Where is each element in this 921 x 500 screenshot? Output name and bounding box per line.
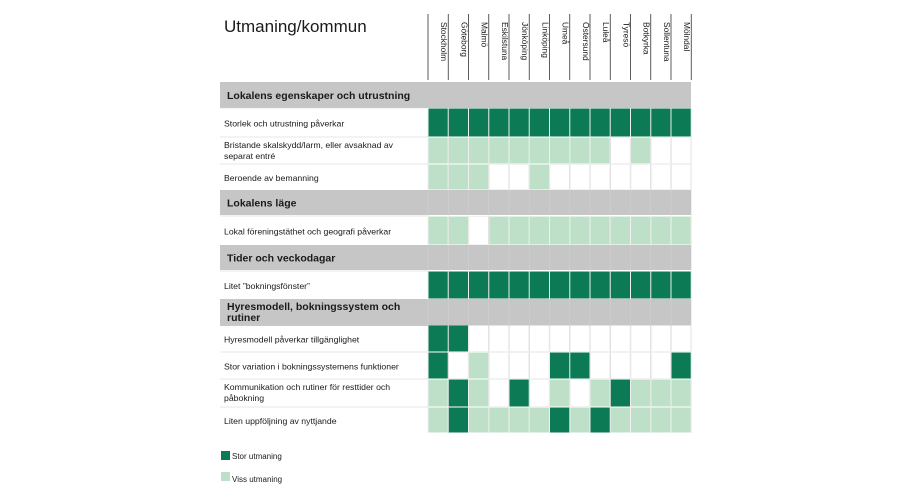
heatmap-cell <box>469 326 488 352</box>
column-header: Stockholm <box>439 22 450 62</box>
heatmap-cell <box>429 165 448 190</box>
heatmap-cell <box>489 138 508 164</box>
heatmap-cell <box>591 165 610 190</box>
heatmap-cell <box>611 217 630 245</box>
column-header: Eskilstuna <box>499 22 510 61</box>
heatmap-cell <box>489 165 508 190</box>
heatmap-cell <box>449 217 468 245</box>
column-header: Jönköping <box>520 22 531 61</box>
heatmap-cell <box>449 272 468 299</box>
heatmap-cell <box>530 353 549 379</box>
heatmap-cell <box>550 380 569 407</box>
heatmap-cell <box>591 217 610 245</box>
row-label: Hyresmodell påverkar tillgänglighet <box>224 334 360 345</box>
column-header: Östersund <box>580 22 591 61</box>
heatmap-cell <box>651 217 670 245</box>
heatmap-cell <box>530 380 549 407</box>
heatmap-cell <box>510 138 529 164</box>
heatmap-cell <box>469 353 488 379</box>
column-header: Linköping <box>540 22 551 58</box>
legend-label-stor: Stor utmaning <box>232 452 282 461</box>
heatmap-cell <box>672 380 691 407</box>
heatmap-cell <box>611 326 630 352</box>
row-label: Kommunikation och rutiner för resttider och påbokning <box>224 382 391 403</box>
heatmap-cell <box>672 408 691 433</box>
heatmap-cell <box>570 272 589 299</box>
heatmap-cell <box>530 326 549 352</box>
heatmap-cell <box>591 109 610 137</box>
heatmap-cell <box>591 380 610 407</box>
heatmap-cell <box>672 165 691 190</box>
heatmap-cell <box>570 326 589 352</box>
heatmap-cell <box>489 353 508 379</box>
heatmap-cell <box>429 353 448 379</box>
heatmap-cell <box>631 109 650 137</box>
heatmap-cell <box>570 380 589 407</box>
heatmap-cell <box>510 380 529 407</box>
heatmap-cell <box>611 353 630 379</box>
heatmap-cell <box>570 109 589 137</box>
heatmap-cell <box>510 353 529 379</box>
row-label: Storlek och utrustning påverkar <box>224 118 345 129</box>
heatmap-cell <box>631 353 650 379</box>
heatmap-cell <box>611 408 630 433</box>
heatmap-cell <box>651 165 670 190</box>
heatmap-cell <box>550 109 569 137</box>
chart-title: Utmaning/kommun <box>224 17 367 36</box>
heatmap-cell <box>651 138 670 164</box>
heatmap-cell <box>591 326 610 352</box>
heatmap-cell <box>550 165 569 190</box>
column-header: Mölndal <box>682 22 693 52</box>
heatmap-cell <box>510 217 529 245</box>
heatmap-cell <box>570 138 589 164</box>
heatmap-cell <box>530 272 549 299</box>
heatmap-cell <box>611 165 630 190</box>
heatmap-cell <box>489 109 508 137</box>
legend-swatch-stor <box>221 451 230 460</box>
heatmap-cell <box>591 272 610 299</box>
heatmap-cell <box>429 326 448 352</box>
heatmap-cell <box>489 272 508 299</box>
heatmap-cell <box>429 109 448 137</box>
heatmap-cell <box>469 109 488 137</box>
heatmap-cell <box>469 165 488 190</box>
heatmap-cell <box>449 138 468 164</box>
heatmap-cell <box>550 408 569 433</box>
heatmap-cell <box>611 272 630 299</box>
column-header: Umeå <box>560 22 571 45</box>
heatmap-cell <box>570 165 589 190</box>
heatmap-cell <box>429 217 448 245</box>
heatmap-cell <box>449 326 468 352</box>
column-header: Sollentuna <box>661 22 672 62</box>
heatmap-cell <box>591 138 610 164</box>
heatmap-cell <box>651 408 670 433</box>
section-title: Lokalens läge <box>227 197 297 210</box>
heatmap-cell <box>672 353 691 379</box>
heatmap-cell <box>510 165 529 190</box>
heatmap-cell <box>510 408 529 433</box>
heatmap-cell <box>510 272 529 299</box>
heatmap-cell <box>570 217 589 245</box>
heatmap-cell <box>530 138 549 164</box>
column-header: Botkyrka <box>641 22 652 55</box>
heatmap-cell <box>651 353 670 379</box>
heatmap-cell <box>611 109 630 137</box>
section-title: Hyresmodell, bokningssystem och rutiner <box>227 301 401 324</box>
heatmap-cell <box>429 272 448 299</box>
heatmap-cell <box>651 326 670 352</box>
heatmap-cell <box>631 380 650 407</box>
column-header: Luleå <box>601 22 612 43</box>
heatmap-cell <box>672 138 691 164</box>
heatmap-cell <box>429 380 448 407</box>
heatmap-cell <box>530 109 549 137</box>
heatmap-cell <box>611 380 630 407</box>
heatmap-cell <box>550 217 569 245</box>
heatmap-cell <box>550 272 569 299</box>
heatmap-cell <box>611 138 630 164</box>
heatmap-cell <box>631 165 650 190</box>
column-header: Tyresö <box>621 22 632 48</box>
heatmap-cell <box>591 408 610 433</box>
row-label: Liten uppföljning av nyttjande <box>224 416 337 426</box>
heatmap-cell <box>449 109 468 137</box>
row-label: Beroende av bemanning <box>224 173 319 183</box>
heatmap-cell <box>449 380 468 407</box>
heatmap-cell <box>489 380 508 407</box>
section-title: Lokalens egenskaper och utrustning <box>227 90 411 102</box>
heatmap-cell <box>429 408 448 433</box>
heatmap-cell <box>550 138 569 164</box>
heatmap-cell <box>631 326 650 352</box>
heatmap-cell <box>469 380 488 407</box>
heatmap-cell <box>672 217 691 245</box>
heatmap-cell <box>449 165 468 190</box>
heatmap-cell <box>530 408 549 433</box>
heatmap-cell <box>449 353 468 379</box>
column-header: Malmö <box>479 22 490 48</box>
column-header: Göteborg <box>459 22 470 57</box>
heatmap-cell <box>469 138 488 164</box>
row-label: Litet ”bokningsfönster” <box>224 281 310 291</box>
heatmap-cell <box>489 326 508 352</box>
heatmap-cell <box>651 380 670 407</box>
heatmap-cell <box>651 109 670 137</box>
heatmap-cell <box>570 408 589 433</box>
heatmap-cell <box>510 326 529 352</box>
row-label: Lokal föreningstäthet och geografi påverkar <box>224 226 392 237</box>
heatmap-cell <box>631 217 650 245</box>
heatmap-cell <box>550 353 569 379</box>
legend-label-viss: Viss utmaning <box>232 475 283 484</box>
heatmap-cell <box>570 353 589 379</box>
section-title: Tider och veckodagar <box>227 252 336 265</box>
heatmap-cell <box>489 408 508 433</box>
heatmap-cell <box>429 138 448 164</box>
heatmap-cell <box>449 408 468 433</box>
heatmap-cell <box>530 217 549 245</box>
heatmap-cell <box>550 326 569 352</box>
heatmap-cell <box>489 217 508 245</box>
row-label: Bristande skalskydd/larm, eller avsaknad av separat entré <box>224 140 393 161</box>
heatmap-cell <box>631 408 650 433</box>
heatmap-cell <box>469 272 488 299</box>
heatmap-cell <box>631 272 650 299</box>
heatmap-cell <box>469 408 488 433</box>
heatmap-cell <box>672 109 691 137</box>
heatmap-cell <box>651 272 670 299</box>
heatmap-cell <box>672 272 691 299</box>
heatmap-cell <box>631 138 650 164</box>
heatmap-cell <box>672 326 691 352</box>
heatmap-cell <box>530 165 549 190</box>
heatmap-cell <box>469 217 488 245</box>
row-label: Stor variation i bokningssystemens funktioner <box>224 361 399 372</box>
legend-swatch-viss <box>221 472 230 481</box>
heatmap-cell <box>510 109 529 137</box>
heatmap-cell <box>591 353 610 379</box>
